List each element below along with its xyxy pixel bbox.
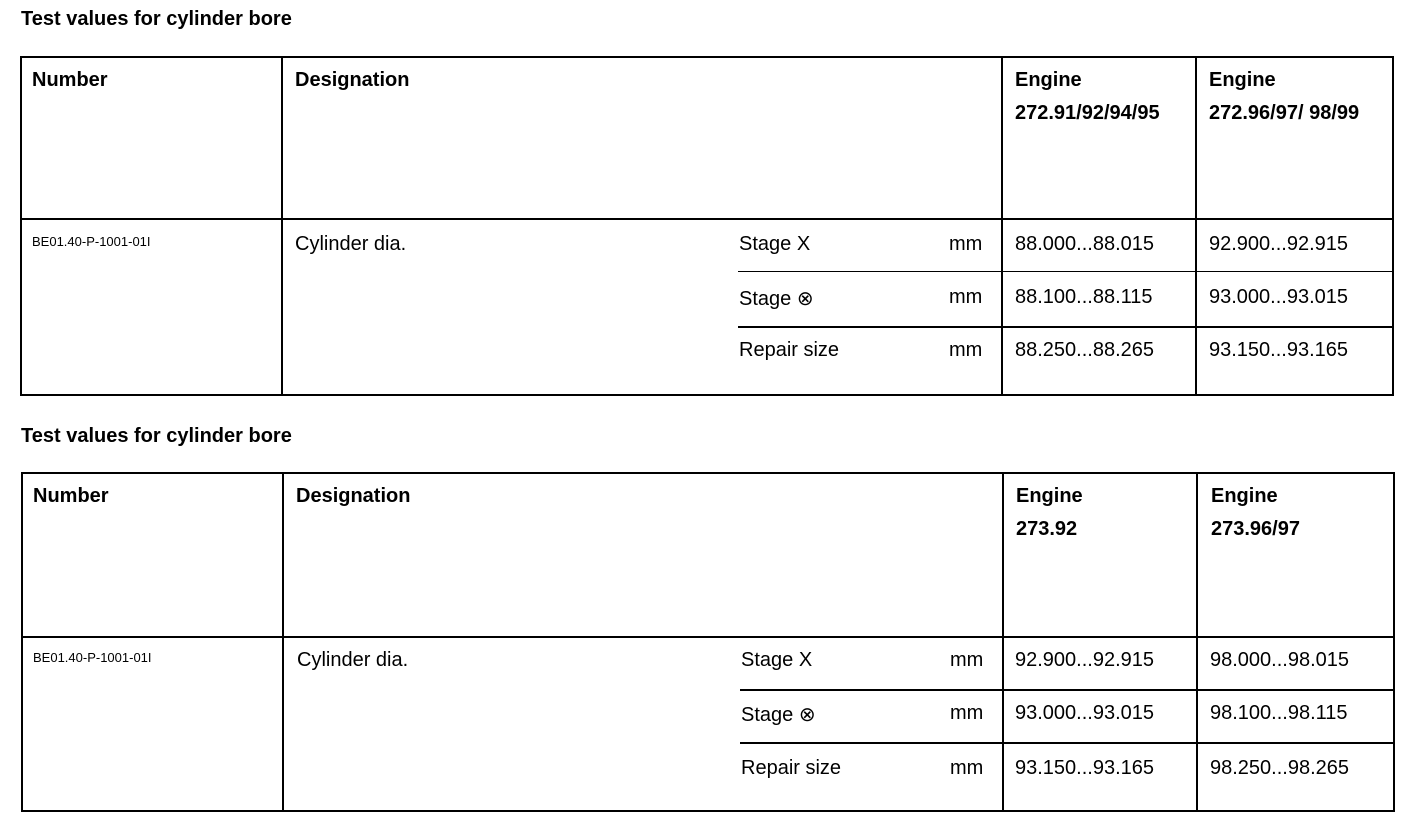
value-engine-1: 88.100...88.115	[1015, 286, 1153, 308]
engine-label: Engine	[1211, 485, 1278, 507]
unit-label: mm	[949, 286, 983, 308]
unit-label: mm	[950, 757, 984, 779]
row-divider	[738, 271, 1392, 272]
table-title: Test values for cylinder bore	[21, 8, 292, 30]
value-engine-2: 93.150...93.165	[1209, 339, 1349, 361]
value-engine-2: 92.900...92.915	[1209, 233, 1349, 255]
engine-models: 273.92	[1016, 518, 1078, 540]
table-title: Test values for cylinder bore	[21, 425, 292, 447]
value-engine-2: 98.250...98.265	[1210, 757, 1350, 779]
column-divider	[1001, 58, 1003, 394]
header-engine-1	[1016, 480, 1083, 546]
column-divider	[1195, 58, 1197, 394]
unit-label: mm	[950, 702, 984, 724]
engine-label: Engine	[1015, 69, 1082, 91]
header-engine-1	[1015, 64, 1160, 130]
row-divider	[740, 689, 1393, 691]
stage-label: Stage X	[741, 649, 813, 671]
designation-value: Cylinder dia.	[295, 233, 407, 255]
stage-label: Stage X	[739, 233, 811, 255]
unit-label: mm	[949, 339, 983, 361]
stage-label: Stage ⊗	[741, 704, 816, 726]
document-number: BE01.40-P-1001-01I	[32, 234, 151, 249]
value-engine-1: 88.000...88.015	[1015, 233, 1155, 255]
value-engine-2: 98.100...98.115	[1210, 702, 1348, 724]
header-divider	[22, 218, 1392, 220]
value-engine-2: 93.000...93.015	[1209, 286, 1349, 308]
value-engine-2: 98.000...98.015	[1210, 649, 1350, 671]
unit-label: mm	[950, 649, 984, 671]
value-engine-1: 92.900...92.915	[1015, 649, 1155, 671]
stage-label: Repair size	[739, 339, 840, 361]
engine-models: 273.96/97	[1211, 518, 1300, 540]
column-divider	[1002, 474, 1004, 810]
stage-label: Repair size	[741, 757, 842, 779]
column-divider	[281, 58, 283, 394]
column-divider	[1196, 474, 1198, 810]
header-designation: Designation	[295, 69, 410, 91]
row-divider	[738, 326, 1392, 328]
engine-models: 272.96/97/ 98/99	[1209, 102, 1360, 124]
header-designation: Designation	[296, 485, 411, 507]
column-divider	[282, 474, 284, 810]
header-divider	[23, 636, 1393, 638]
engine-label: Engine	[1209, 69, 1276, 91]
test-values-table	[21, 472, 1395, 812]
engine-models: 272.91/92/94/95	[1015, 102, 1160, 124]
unit-label: mm	[949, 233, 983, 255]
document-number: BE01.40-P-1001-01I	[33, 650, 152, 665]
header-number: Number	[33, 485, 109, 507]
header-engine-2	[1211, 480, 1300, 546]
test-values-table	[20, 56, 1394, 396]
designation-value: Cylinder dia.	[297, 649, 409, 671]
value-engine-1: 88.250...88.265	[1015, 339, 1155, 361]
header-number: Number	[32, 69, 108, 91]
value-engine-1: 93.000...93.015	[1015, 702, 1155, 724]
stage-label: Stage ⊗	[739, 288, 814, 310]
engine-label: Engine	[1016, 485, 1083, 507]
row-divider	[740, 742, 1393, 744]
value-engine-1: 93.150...93.165	[1015, 757, 1155, 779]
header-engine-2	[1209, 64, 1359, 130]
